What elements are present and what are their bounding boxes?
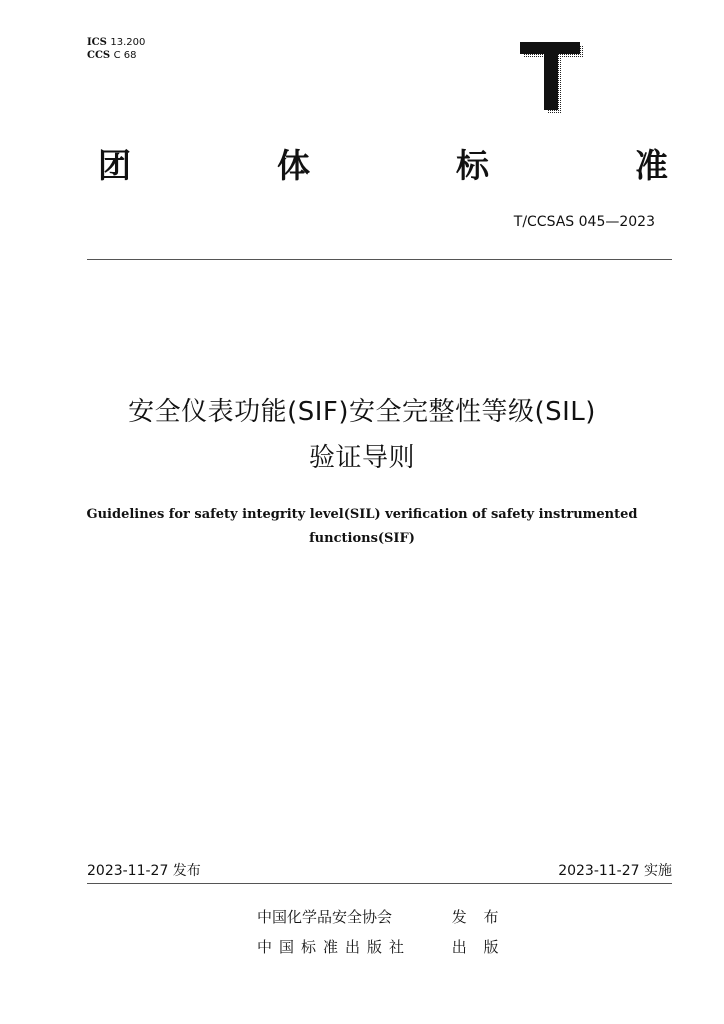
ccs-code [87,49,145,62]
title-cn-line2: 验证导则 [308,443,415,473]
standard-type-char: 团 [98,146,131,185]
standard-type-char: 标 [456,146,489,185]
press-role: 出 版 [451,938,505,956]
issue-date: 2023-11-27 发布 [87,863,201,879]
standard-type-t-mark [520,36,586,114]
classification-codes [87,36,145,62]
press-name: 中国标准出版社 [257,938,412,956]
publisher-role: 发 布 [451,908,505,926]
ics-code [87,36,145,49]
standard-type-heading [98,144,668,188]
standard-type-char: 准 [635,146,668,185]
title-en-line1: Guidelines for safety integrity level(SIL) verification of safety instrumented [86,507,638,522]
title-en-line2: functions(SIF) [309,531,415,546]
implementation-date: 2023-11-27 实施 [558,863,672,879]
press-row [257,937,505,957]
bottom-divider [87,883,672,884]
standard-number: T/CCSAS 045—2023 [513,214,655,230]
top-divider [87,259,672,260]
title-cn-line1: 安全仪表功能(SIF)安全完整性等级(SIL) [128,397,596,427]
ccs-value: C 68 [113,50,137,61]
ccs-label: CCS [87,50,111,61]
publisher-row [257,907,505,927]
ics-value: 13.200 [110,37,146,48]
standard-type-char: 体 [277,146,310,185]
ics-label: ICS [87,37,107,48]
publisher-name: 中国化学品安全协会 [257,908,393,926]
